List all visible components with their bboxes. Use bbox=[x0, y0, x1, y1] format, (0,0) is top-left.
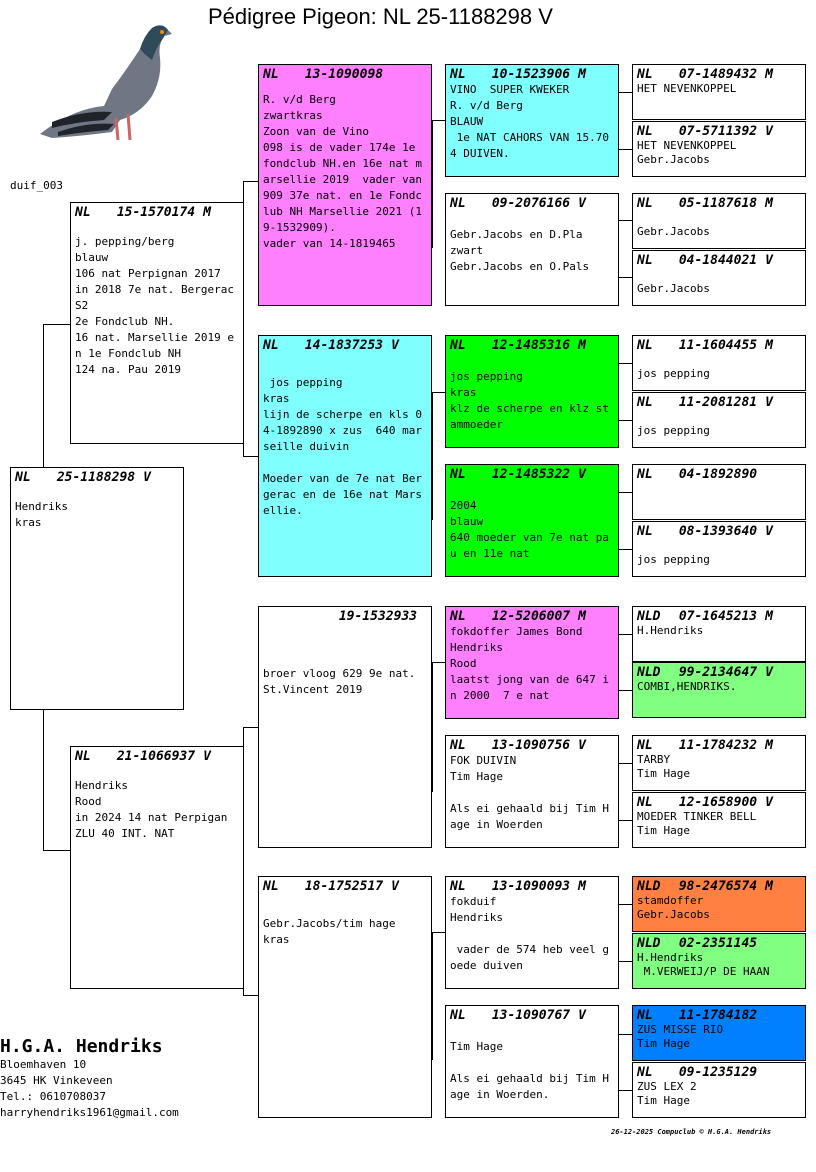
card-notes: Tim Hage Als ei gehaald bij Tim Hage in Woerden. bbox=[450, 1040, 609, 1101]
pedigree-card-fmm[interactable] bbox=[445, 464, 619, 577]
ring-prefix: NL bbox=[637, 253, 653, 268]
card-notes: HET NEVENKOPPEL bbox=[637, 82, 737, 95]
connector bbox=[619, 904, 632, 905]
owner-name: H.G.A. Hendriks bbox=[0, 1036, 163, 1057]
owner-phone: Tel.: 0610708037 bbox=[0, 1090, 106, 1103]
sex-marker: M bbox=[765, 338, 773, 353]
sex-marker: V bbox=[578, 738, 586, 753]
connector bbox=[619, 634, 632, 635]
card-notes: fokduif Hendriks vader de 574 heb veel goede duiven bbox=[450, 895, 609, 972]
pedigree-card-mother[interactable] bbox=[70, 746, 244, 989]
connector bbox=[432, 120, 445, 121]
pedigree-card-g5[interactable] bbox=[632, 335, 806, 391]
card-notes: COMBI,HENDRIKS. bbox=[637, 680, 737, 693]
ring-prefix: NL bbox=[450, 879, 466, 894]
connector bbox=[243, 456, 258, 457]
ring-prefix: NL bbox=[263, 879, 279, 894]
ring-number: 10-1523906 bbox=[491, 67, 571, 82]
sex-marker: V bbox=[765, 253, 773, 268]
ring-prefix: NL bbox=[15, 470, 31, 485]
connector bbox=[243, 995, 258, 996]
ring-number: 12-1658900 bbox=[678, 795, 758, 810]
pedigree-card-g1[interactable] bbox=[632, 64, 806, 120]
connector bbox=[43, 324, 44, 467]
card-notes: jos pepping kras klz de scherpe en klz stammoeder bbox=[450, 370, 609, 431]
connector bbox=[619, 763, 632, 764]
ring-number: 09-1235129 bbox=[678, 1065, 758, 1080]
connector bbox=[432, 662, 433, 792]
sex-marker: M bbox=[578, 609, 586, 624]
ring-prefix: NL bbox=[637, 524, 653, 539]
card-notes: Gebr.Jacobs bbox=[637, 282, 710, 295]
connector bbox=[243, 727, 258, 728]
card-notes: Gebr.Jacobs/tim hage kras bbox=[263, 917, 396, 946]
ring-number: 11-1784182 bbox=[678, 1008, 758, 1023]
ring-prefix: NL bbox=[75, 205, 91, 220]
owner-info bbox=[0, 1036, 179, 1121]
card-notes: VINO SUPER KWEKER R. v/d Berg BLAUW 1e NAT CAHORS VAN 15.704 DUIVEN. bbox=[450, 83, 609, 160]
connector bbox=[43, 850, 70, 851]
pedigree-card-fff[interactable] bbox=[445, 64, 619, 177]
pedigree-card-g14[interactable] bbox=[632, 933, 806, 989]
pedigree-card-g12[interactable] bbox=[632, 792, 806, 848]
ring-number: 11-1784232 bbox=[678, 738, 758, 753]
ring-prefix: NL bbox=[637, 795, 653, 810]
ring-number: 12-1485322 bbox=[491, 467, 571, 482]
page-title: Pédigree Pigeon: NL 25-1188298 V bbox=[208, 4, 553, 29]
connector bbox=[619, 363, 632, 364]
ring-number: 15-1570174 bbox=[116, 205, 196, 220]
ring-number: 25-1188298 bbox=[56, 470, 136, 485]
sex-marker: V bbox=[765, 795, 773, 810]
ring-prefix: NLD bbox=[637, 879, 661, 894]
ring-prefix: NLD bbox=[637, 936, 661, 951]
sex-marker: V bbox=[391, 338, 399, 353]
connector bbox=[432, 662, 445, 663]
ring-prefix: NL bbox=[450, 1008, 466, 1023]
pedigree-card-g13[interactable] bbox=[632, 876, 806, 932]
connector bbox=[619, 420, 632, 421]
ring-number: 18-1752517 bbox=[304, 879, 384, 894]
pedigree-card-mmm[interactable] bbox=[445, 1005, 619, 1118]
pedigree-card-g16[interactable] bbox=[632, 1062, 806, 1118]
ring-number: 11-2081281 bbox=[678, 395, 758, 410]
connector bbox=[619, 961, 632, 962]
sex-marker: V bbox=[765, 665, 773, 680]
card-notes: Hendriks kras bbox=[15, 500, 68, 529]
ring-number: 07-1645213 bbox=[678, 609, 758, 624]
pedigree-card-ffm[interactable] bbox=[445, 193, 619, 306]
ring-prefix: NL bbox=[450, 196, 466, 211]
ring-prefix: NL bbox=[263, 338, 279, 353]
ring-number: 19-1532933 bbox=[338, 609, 418, 624]
connector bbox=[432, 932, 445, 933]
ring-prefix: NLD bbox=[637, 665, 661, 680]
ring-number: 04-1892890 bbox=[678, 467, 758, 482]
connector bbox=[432, 392, 433, 520]
pedigree-card-mfm[interactable] bbox=[445, 735, 619, 848]
sex-marker: V bbox=[578, 1008, 586, 1023]
card-notes: jos pepping bbox=[637, 367, 710, 380]
connector bbox=[619, 1034, 632, 1035]
ring-number: 98-2476574 bbox=[678, 879, 758, 894]
card-notes: j. pepping/berg blauw 106 nat Perpignan 2017 in 2018 7e nat. Bergerac S2 2e Fondclub NH. 16 nat. Marsellie 2019 en 1e Fondclub NH 124 na. Pau 2019 bbox=[75, 235, 234, 376]
ring-prefix: NL bbox=[637, 124, 653, 139]
connector bbox=[619, 492, 632, 493]
pedigree-card-g4[interactable] bbox=[632, 250, 806, 306]
ring-prefix: NL bbox=[450, 609, 466, 624]
connector bbox=[43, 710, 44, 851]
card-notes: 2004 blauw 640 moeder van 7e nat pau en 11e nat bbox=[450, 499, 609, 560]
ring-prefix: NL bbox=[450, 338, 466, 353]
ring-prefix: NL bbox=[450, 67, 466, 82]
ring-number: 13-1090756 bbox=[491, 738, 571, 753]
connector bbox=[432, 932, 433, 1060]
card-notes: FOK DUIVIN Tim Hage Als ei gehaald bij Tim Hage in Woerden bbox=[450, 754, 609, 831]
sex-marker: M bbox=[765, 67, 773, 82]
sex-marker: M bbox=[765, 738, 773, 753]
sex-marker: V bbox=[391, 879, 399, 894]
pedigree-card-father[interactable] bbox=[70, 202, 244, 444]
owner-email[interactable]: harryhendriks1961@gmail.com bbox=[0, 1106, 179, 1119]
sex-marker: M bbox=[765, 879, 773, 894]
card-notes: broer vloog 629 9e nat. St.Vincent 2019 bbox=[263, 667, 416, 696]
card-notes: ZUS LEX 2 Tim Hage bbox=[637, 1080, 697, 1107]
ring-prefix: NLD bbox=[637, 609, 661, 624]
pigeon-photo bbox=[12, 14, 172, 144]
ring-number: 04-1844021 bbox=[678, 253, 758, 268]
connector bbox=[243, 181, 258, 182]
pedigree-card-mm[interactable] bbox=[258, 876, 432, 1118]
card-notes: ZUS MISSE RIO Tim Hage bbox=[637, 1023, 724, 1050]
sex-marker: M bbox=[203, 205, 211, 220]
ring-number: 21-1066937 bbox=[116, 749, 196, 764]
pedigree-card-subject[interactable] bbox=[10, 467, 184, 710]
card-notes: jos pepping bbox=[637, 553, 710, 566]
connector bbox=[43, 324, 70, 325]
ring-prefix: NL bbox=[637, 395, 653, 410]
card-notes: TARBY Tim Hage bbox=[637, 753, 690, 780]
ring-number: 14-1837253 bbox=[304, 338, 384, 353]
card-notes: H.Hendriks bbox=[637, 624, 704, 637]
connector bbox=[619, 92, 632, 93]
connector bbox=[619, 1090, 632, 1091]
ring-number: 08-1393640 bbox=[678, 524, 758, 539]
card-notes: R. v/d Berg zwartkras Zoon van de Vino 098 is de vader 174e 1e fondclub NH.en 16e nat marsellie 2019 vader van 909 37e nat. en 1e Fondclub NH Marsellie 2021 (19-1532909). vader van 14-1819465 bbox=[263, 93, 422, 250]
sex-marker: V bbox=[578, 467, 586, 482]
pedigree-card-mff[interactable] bbox=[445, 606, 619, 719]
photo-label: duif_003 bbox=[10, 179, 63, 192]
card-notes: jos pepping kras lijn de scherpe en kls 04-1892890 x zus 640 marseille duivin Moeder van de 7e nat Bergerac en de 16e nat Marsellie. bbox=[263, 376, 422, 517]
connector bbox=[619, 277, 632, 278]
pedigree-card-g9[interactable] bbox=[632, 606, 806, 662]
card-notes: MOEDER TINKER BELL Tim Hage bbox=[637, 810, 757, 837]
ring-prefix: NL bbox=[637, 1008, 653, 1023]
card-notes: fokdoffer James Bond Hendriks Rood laatst jong van de 647 in 2000 7 e nat bbox=[450, 625, 609, 702]
ring-number: 02-2351145 bbox=[678, 936, 758, 951]
card-notes: H.Hendriks M.VERWEIJ/P DE HAAN bbox=[637, 951, 770, 978]
ring-number: 09-2076166 bbox=[491, 196, 571, 211]
pedigree-card-fm[interactable] bbox=[258, 335, 432, 577]
pedigree-card-g3[interactable] bbox=[632, 193, 806, 249]
owner-city: 3645 HK Vinkeveen bbox=[0, 1074, 113, 1087]
pedigree-card-g15[interactable] bbox=[632, 1005, 806, 1061]
owner-address: Bloemhaven 10 bbox=[0, 1058, 87, 1071]
ring-number: 13-1090098 bbox=[304, 67, 384, 82]
sex-marker: M bbox=[765, 609, 773, 624]
ring-number: 99-2134647 bbox=[678, 665, 758, 680]
connector bbox=[619, 220, 632, 221]
ring-prefix: NL bbox=[637, 67, 653, 82]
card-notes: HET NEVENKOPPEL Gebr.Jacobs bbox=[637, 139, 737, 166]
pedigree-card-mmf[interactable] bbox=[445, 876, 619, 989]
sex-marker: M bbox=[765, 196, 773, 211]
card-notes: Hendriks Rood in 2024 14 nat Perpigan ZLU 40 INT. NAT bbox=[75, 779, 228, 840]
connector bbox=[619, 820, 632, 821]
card-notes: jos pepping bbox=[637, 424, 710, 437]
pedigree-card-fmf[interactable] bbox=[445, 335, 619, 448]
ring-prefix: NL bbox=[450, 467, 466, 482]
sex-marker: V bbox=[765, 395, 773, 410]
pedigree-card-g8[interactable] bbox=[632, 521, 806, 577]
pedigree-card-g6[interactable] bbox=[632, 392, 806, 448]
pedigree-card-g10[interactable] bbox=[632, 662, 806, 718]
ring-number: 13-1090767 bbox=[491, 1008, 571, 1023]
ring-prefix: NL bbox=[263, 67, 279, 82]
ring-number: 07-1489432 bbox=[678, 67, 758, 82]
card-notes: Gebr.Jacobs bbox=[637, 225, 710, 238]
ring-number: 12-1485316 bbox=[491, 338, 571, 353]
sex-marker: M bbox=[578, 67, 586, 82]
connector bbox=[432, 120, 433, 248]
sex-marker: V bbox=[765, 124, 773, 139]
ring-prefix: NL bbox=[637, 467, 653, 482]
ring-prefix: NL bbox=[637, 1065, 653, 1080]
ring-prefix: NL bbox=[637, 738, 653, 753]
ring-prefix: NL bbox=[637, 196, 653, 211]
pedigree-card-mf[interactable] bbox=[258, 606, 432, 848]
card-notes: Gebr.Jacobs en D.Pla zwart Gebr.Jacobs en O.Pals bbox=[450, 228, 590, 273]
footer-credit: 26-12-2025 Compuclub © H.G.A. Hendriks bbox=[611, 1128, 772, 1136]
ring-number: 12-5206007 bbox=[491, 609, 571, 624]
card-notes: stamdoffer Gebr.Jacobs bbox=[637, 894, 710, 921]
ring-prefix: NL bbox=[637, 338, 653, 353]
connector bbox=[619, 149, 632, 150]
sex-marker: V bbox=[203, 749, 211, 764]
connector bbox=[619, 549, 632, 550]
sex-marker: V bbox=[765, 524, 773, 539]
connector bbox=[432, 392, 445, 393]
sex-marker: M bbox=[578, 879, 586, 894]
ring-prefix: NL bbox=[450, 738, 466, 753]
pedigree-card-g11[interactable] bbox=[632, 735, 806, 791]
pedigree-card-ff[interactable] bbox=[258, 64, 432, 306]
sex-marker: V bbox=[143, 470, 151, 485]
connector bbox=[619, 690, 632, 691]
ring-number: 05-1187618 bbox=[678, 196, 758, 211]
ring-number: 13-1090093 bbox=[491, 879, 571, 894]
pedigree-card-g2[interactable] bbox=[632, 121, 806, 177]
sex-marker: M bbox=[578, 338, 586, 353]
ring-number: 11-1604455 bbox=[678, 338, 758, 353]
sex-marker: V bbox=[578, 196, 586, 211]
ring-number: 07-5711392 bbox=[678, 124, 758, 139]
ring-prefix: NL bbox=[75, 749, 91, 764]
pedigree-card-g7[interactable] bbox=[632, 464, 806, 520]
